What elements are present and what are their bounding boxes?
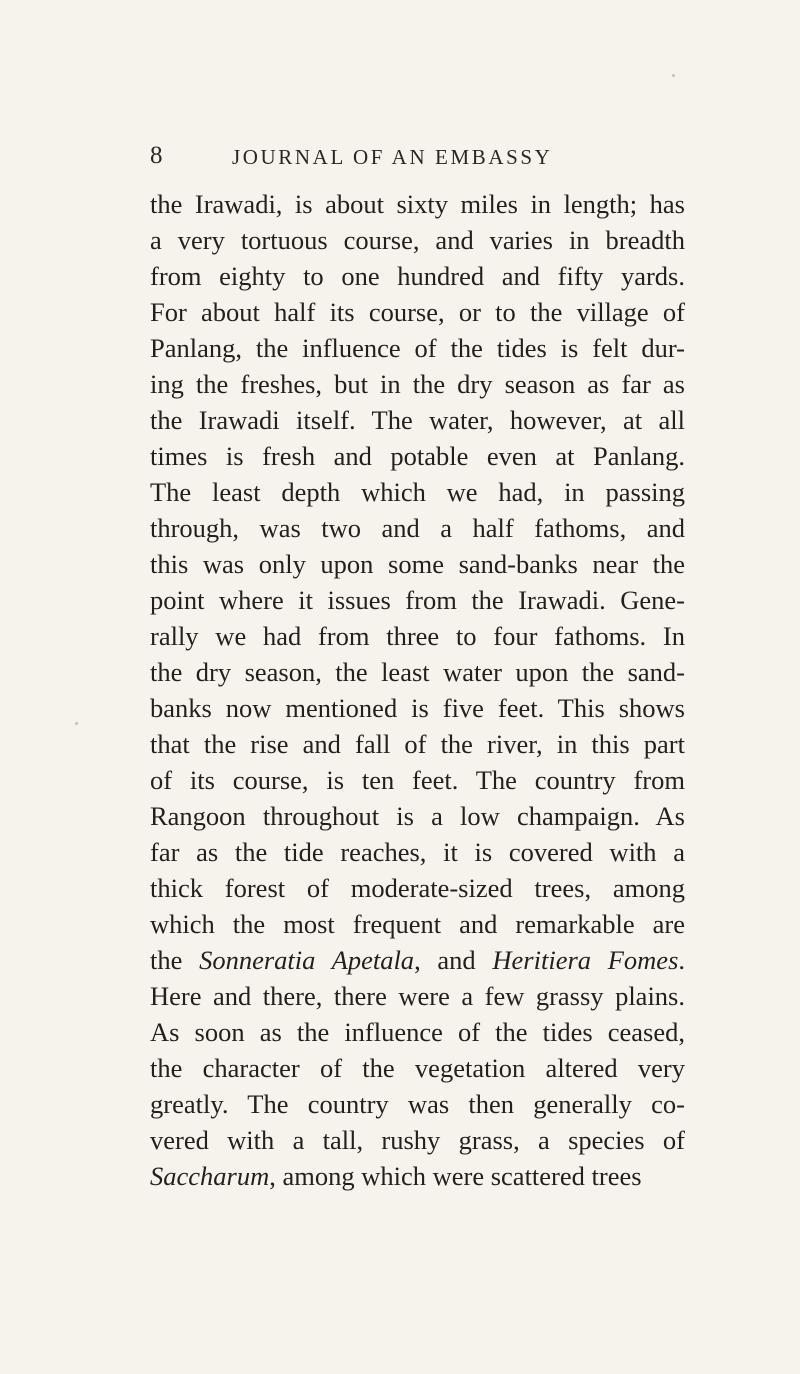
italic-text-segment: Saccharum — [150, 1161, 270, 1191]
text-segment: . — [678, 945, 686, 975]
text-segment: that the rise and fall of the river, in this part — [150, 729, 685, 759]
text-segment: Panlang, the influence of the tides is felt dur- — [150, 333, 685, 363]
text-segment: this was only upon some sand-banks near the — [150, 549, 685, 579]
text-line — [150, 186, 685, 222]
text-line — [150, 402, 685, 438]
text-line — [150, 294, 685, 330]
text-line — [150, 474, 685, 510]
text-segment: rally we had from three to four fathoms. In — [150, 621, 685, 651]
text-segment: which the most frequent and remarkable are — [150, 909, 685, 939]
text-line — [150, 258, 685, 294]
text-line — [150, 1050, 685, 1086]
italic-text-segment: Sonneratia Apetala — [199, 945, 415, 975]
text-segment: far as the tide reaches, it is covered with a — [150, 837, 685, 867]
text-segment: , and — [414, 945, 493, 975]
text-line — [150, 942, 685, 978]
text-segment: greatly. The country was then generally co- — [150, 1089, 685, 1119]
text-line — [150, 510, 685, 546]
text-line — [150, 1158, 685, 1194]
text-segment: vered with a tall, rushy grass, a species of — [150, 1125, 685, 1155]
text-line — [150, 690, 685, 726]
running-head — [150, 141, 685, 177]
text-segment: of its course, is ten feet. The country from — [150, 765, 685, 795]
text-line — [150, 870, 685, 906]
text-segment: the character of the vegetation altered very — [150, 1053, 685, 1083]
page-number: 8 — [150, 142, 163, 169]
text-line — [150, 978, 685, 1014]
text-segment: Here and there, there were a few grassy plains. — [150, 981, 685, 1011]
text-line — [150, 1014, 685, 1050]
text-line — [150, 654, 685, 690]
running-title: JOURNAL OF AN EMBASSY — [232, 145, 553, 169]
body-text — [150, 186, 685, 1194]
text-line — [150, 546, 685, 582]
text-segment: For about half its course, or to the village of — [150, 297, 685, 327]
text-line — [150, 618, 685, 654]
text-segment: through, was two and a half fathoms, and — [150, 513, 685, 543]
text-line — [150, 330, 685, 366]
text-segment: , among which were scattered trees — [269, 1161, 642, 1191]
text-line — [150, 834, 685, 870]
text-segment: times is fresh and potable even at Panlang. — [150, 441, 685, 471]
italic-text-segment: Heritiera Fomes — [492, 945, 679, 975]
text-segment: banks now mentioned is five feet. This shows — [150, 693, 685, 723]
paper-speck — [672, 74, 675, 77]
text-line — [150, 762, 685, 798]
text-line — [150, 726, 685, 762]
text-line — [150, 798, 685, 834]
text-line — [150, 438, 685, 474]
text-line — [150, 366, 685, 402]
text-segment: As soon as the influence of the tides ceased, — [150, 1017, 685, 1047]
text-segment: the dry season, the least water upon the sand- — [150, 657, 685, 687]
text-segment: the — [150, 945, 200, 975]
text-segment: ing the freshes, but in the dry season as far as — [150, 369, 685, 399]
text-segment: the Irawadi itself. The water, however, at all — [150, 405, 685, 435]
text-segment: thick forest of moderate-sized trees, among — [150, 873, 685, 903]
text-segment: from eighty to one hundred and fifty yards. — [150, 261, 685, 291]
text-line — [150, 906, 685, 942]
text-segment: point where it issues from the Irawadi. Gene- — [150, 585, 685, 615]
text-line — [150, 1122, 685, 1158]
paper-speck — [75, 722, 78, 725]
text-line — [150, 582, 685, 618]
text-segment: a very tortuous course, and varies in breadth — [150, 225, 685, 255]
text-segment: the Irawadi, is about sixty miles in length; has — [150, 189, 685, 219]
text-segment: Rangoon throughout is a low champaign. As — [150, 801, 685, 831]
text-line — [150, 222, 685, 258]
text-segment: The least depth which we had, in passing — [150, 477, 685, 507]
text-line — [150, 1086, 685, 1122]
